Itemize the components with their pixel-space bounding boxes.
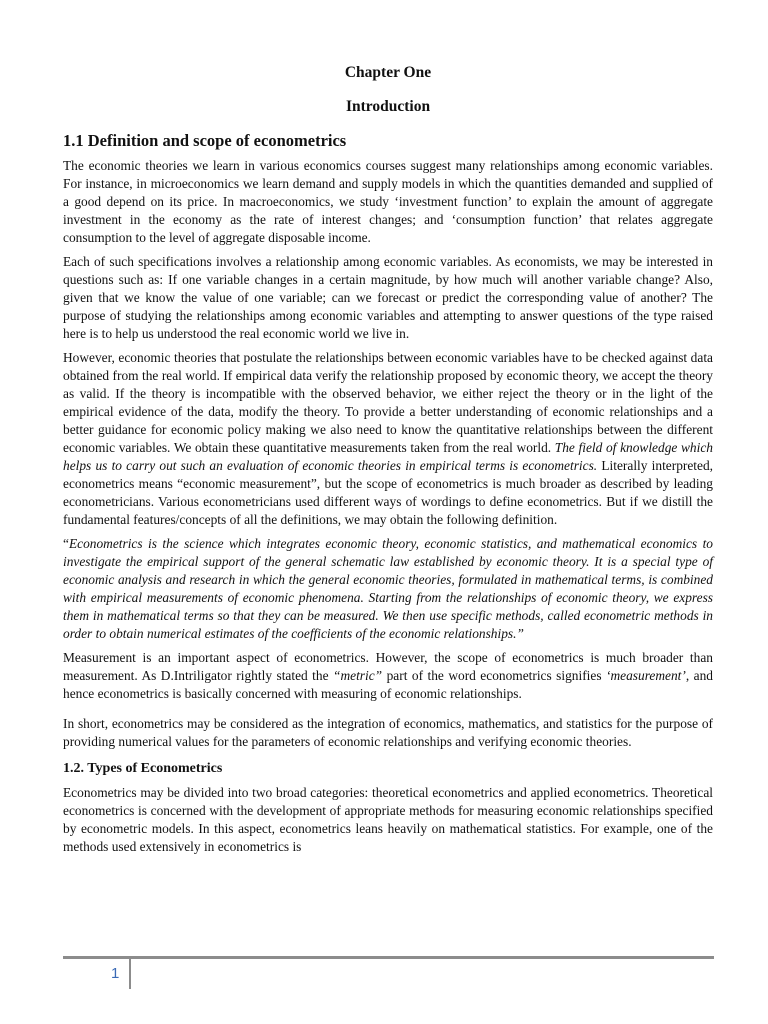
document-page (63, 60, 713, 856)
paragraph-7: Econometrics may be divided into two broad categories: theoretical econometrics and applied econometrics. Theoretical econometrics is concerned with the development of appropriate methods for measuring economic relationships specified by econometric models. In this aspect, econometrics leans heavily on mathematical statistics. For example, one of the methods used extensively in econometrics is (63, 785, 713, 854)
page-number-divider (129, 959, 131, 989)
paragraph-5-text-a: Measurement is an important aspect of econometrics. However, the scope of econometrics is much broader than measurement. As D.Intriligator rightly stated the (63, 650, 713, 683)
page-number: 1 (111, 965, 120, 982)
chapter-title: Introduction (345, 98, 431, 115)
paragraph-3-text-b: Literally interpreted, econometrics means “economic measurement”, but the scope of econometrics is much broader as described by leading econometricians. Various econometricians used different ways of wordings to define econometrics. But if we distill the fundamental features/concepts of all the definitions, we may obtain the following definition. (63, 458, 713, 527)
chapter-heading: Chapter One (344, 64, 432, 81)
paragraph-3-italic: The field of knowledge which helps us to carry out such an evaluation of economic theories in empirical terms is econometrics. (63, 440, 713, 473)
paragraph-3-text-a: However, economic theories that postulate the relationships between economic variables have to be checked against data obtained from the real world. If empirical data verify the relationship proposed by economic theory, we accept the theory as valid. If the theory is incompatible with the observed behavior, we either reject the theory or in the light of the empirical evidence of the data, modify the theory. To provide a better understanding of economic relationships and a better guidance for economic policy making we also need to know the quantitative relationships between the different economic variables. We obtain these quantitative measurements taken from the real world. (63, 350, 713, 455)
paragraph-5-metric: “metric” (333, 668, 383, 683)
paragraph-5-text-b: part of the word econometrics signifies (382, 668, 607, 683)
paragraph-5 (63, 649, 713, 703)
section-heading-1-1: 1.1 Definition and scope of econometrics (63, 131, 347, 150)
paragraph-2: Each of such specifications involves a relationship among economic variables. As economists, we may be interested in questions such as: If one variable changes in a certain magnitude, by how much will another variable change? Also, given that we know the value of one variable; can we forecast or predict the corresponding value of another? The purpose of studying the relationships among economic variables and attempting to answer questions of the type raised here is to help us understood the real economic world we live in. (63, 254, 713, 341)
page-number-box (100, 959, 132, 989)
quote-open-mark: “ (63, 536, 69, 551)
paragraph-6: In short, econometrics may be considered as the integration of economics, mathematics, and statistics for the purpose of providing numerical values for the parameters of economic relationships and verifying economic theories. (63, 716, 713, 749)
paragraph-5-measurement: ‘measurement’ (606, 668, 686, 683)
paragraph-5-text-c: , and hence econometrics is basically concerned with measuring of economic relationships. (63, 668, 713, 701)
paragraph-3 (63, 349, 713, 529)
section-heading-1-2: 1.2. Types of Econometrics (63, 761, 223, 776)
footer-rule (63, 956, 714, 959)
paragraph-1: The economic theories we learn in various economics courses suggest many relationships among economic variables. For instance, in microeconomics we learn demand and supply models in which the quantities demanded and supplied of a good depend on its price. In macroeconomics, we study ‘investment function’ to explain the amount of aggregate investment in the economy as the rate of interest changes; and ‘consumption function’ that relates aggregate consumption to the level of aggregate disposable income. (63, 158, 713, 245)
quote-text: Econometrics is the science which integrates economic theory, economic statistics, and mathematical economics to investigate the empirical support of the general schematic law established by economic theory. It is a special type of economic analysis and research in which the general economic theories, formulated in mathematical terms, is combined with empirical measurements of economic phenomena. Starting from the relationships of economic theory, we express them in mathematical terms so that they can be measured. We then use specific methods, called econometric methods in order to obtain numerical estimates of the coefficients of the economic relationships.” (63, 536, 713, 641)
definition-quote (63, 535, 713, 643)
